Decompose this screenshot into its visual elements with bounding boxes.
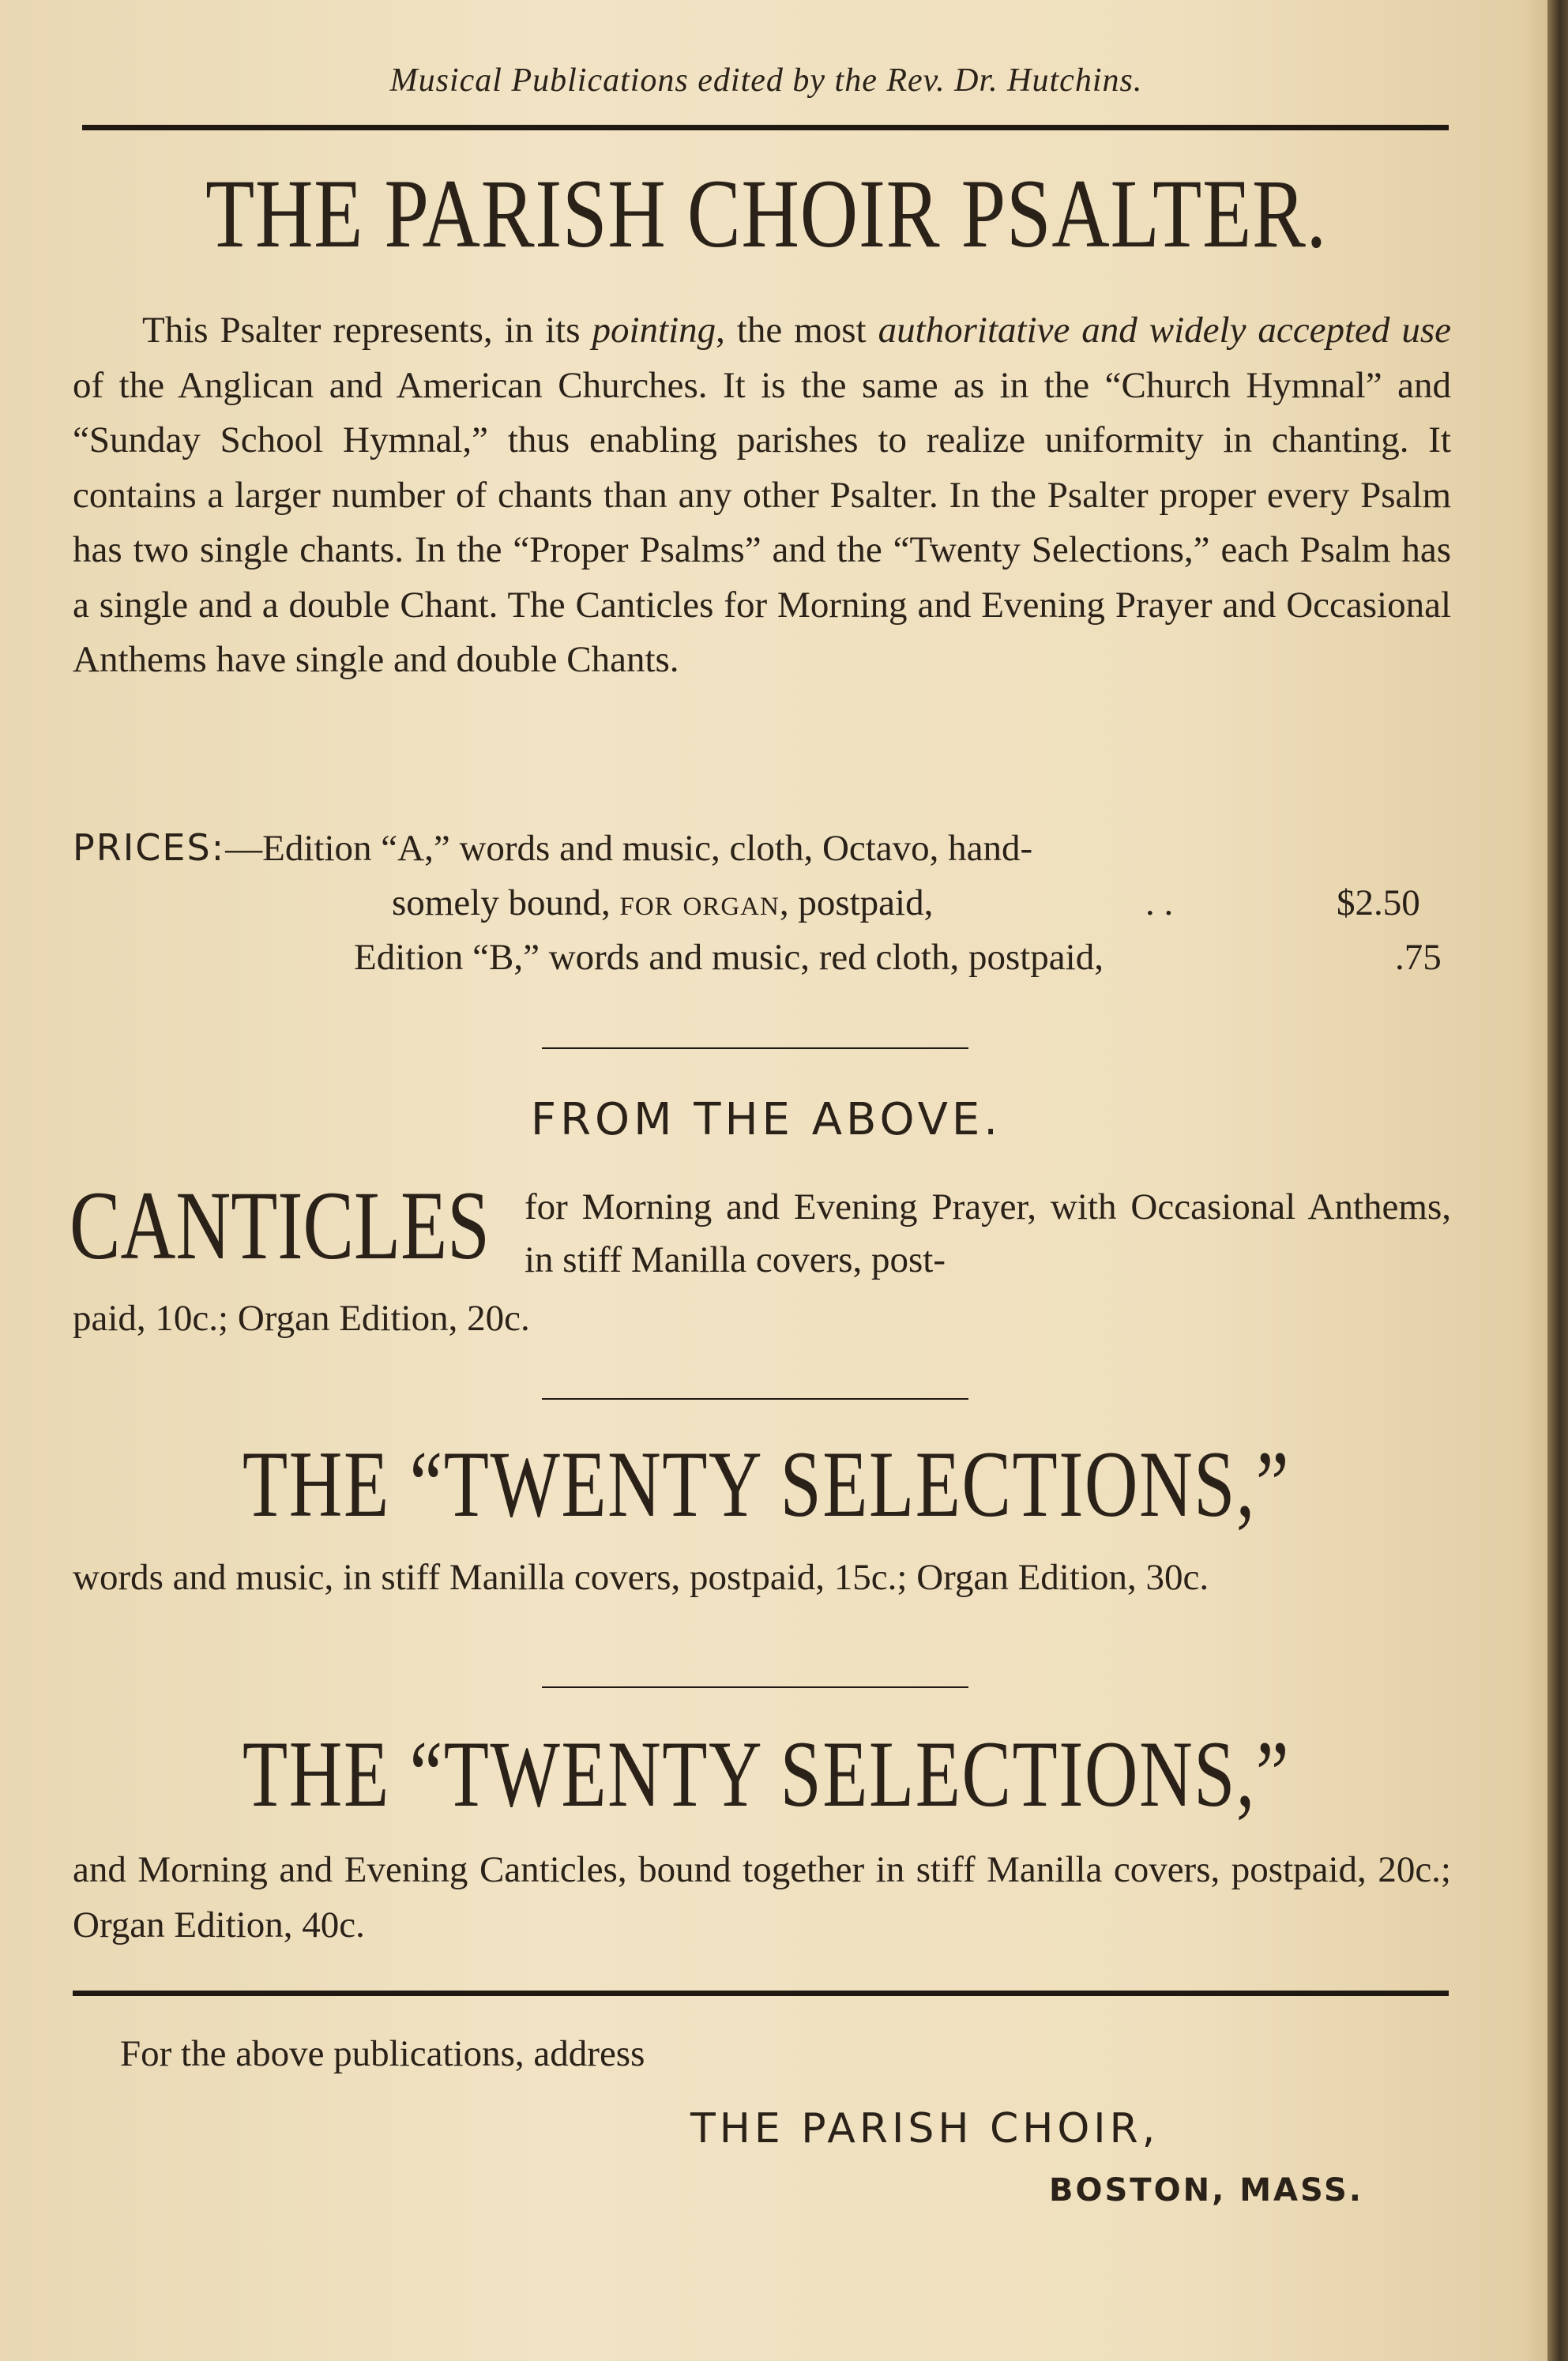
twenty-selections-text-2: and Morning and Evening Canticles, bound together in stiff Manilla covers, postpaid, 20c.; Organ Edition, 40c. (73, 1849, 1451, 1946)
footer-rule (73, 1991, 1449, 1996)
publisher-name: THE PARISH CHOIR, (690, 2105, 1160, 2152)
intro-text-2: , the most (716, 310, 878, 351)
divider-2 (542, 1398, 968, 1400)
price-line-a-postpaid: , postpaid, (779, 882, 934, 923)
price-organ-label: for organ (619, 882, 780, 923)
twenty-selections-heading-1: THE “TWENTY SELECTIONS,” (243, 1431, 1290, 1536)
page-title: THE PARISH CHOIR PSALTER. (205, 160, 1327, 268)
price-line-a-cont (392, 882, 933, 924)
canticles-price: paid, 10c.; Organ Edition, 20c. (73, 1298, 530, 1339)
price-value-b: .75 (1395, 937, 1442, 978)
prices-block (0, 0, 1568, 1027)
intro-italic-1: pointing (592, 310, 716, 351)
divider-3 (542, 1686, 968, 1688)
price-edition-b: Edition “B,” words and music, red cloth, postpaid, (354, 937, 1104, 978)
address-lead: For the above publications, address (120, 2033, 645, 2074)
price-edition-a: —Edition “A,” words and music, cloth, Octavo, hand- (225, 828, 1033, 869)
divider-1 (542, 1047, 968, 1049)
canticles-text: for Morning and Evening Prayer, with Occasional Anthems, in stiff Manilla covers, post- (525, 1186, 1451, 1280)
running-head: Musical Publications edited by the Rev. Dr. Hutchins. (389, 62, 1143, 99)
publisher-city: BOSTON, MASS. (1049, 2172, 1363, 2209)
twenty-selections-heading-2: THE “TWENTY SELECTIONS,” (243, 1721, 1290, 1826)
intro-text-3: of the Anglican and American Churches. It is the same as in the “Church Hymnal” and “Sunday School Hymnal,” thus enabling parishes to realize uniformity in chanting. It contains a larger number of chants than any other Psalter. In the Psalter proper every Psalm has two single chants. In the “Proper Psalms” and the “Twenty Selections,” each Psalm has a single and a double Chant. The Canticles for Morning and Evening Prayer and Occasional Anthems have single and double Chants. (73, 364, 1451, 680)
price-line-a (73, 826, 1032, 870)
price-line-a-text: somely bound, (392, 882, 620, 923)
intro-italic-2: authoritative and widely accepted use (878, 310, 1451, 351)
price-dots-a: . . (1145, 882, 1174, 923)
from-above-heading: FROM THE ABOVE. (530, 1094, 1002, 1145)
twenty-selections-text-1: words and music, in stiff Manilla covers, postpaid, 15c.; Organ Edition, 30c. (73, 1557, 1209, 1598)
price-value-a: $2.50 (1337, 882, 1420, 923)
canticles-heading: CANTICLES (70, 1171, 490, 1280)
intro-text-1: This Psalter represents, in its (142, 310, 592, 351)
prices-label: PRICES: (73, 826, 226, 869)
